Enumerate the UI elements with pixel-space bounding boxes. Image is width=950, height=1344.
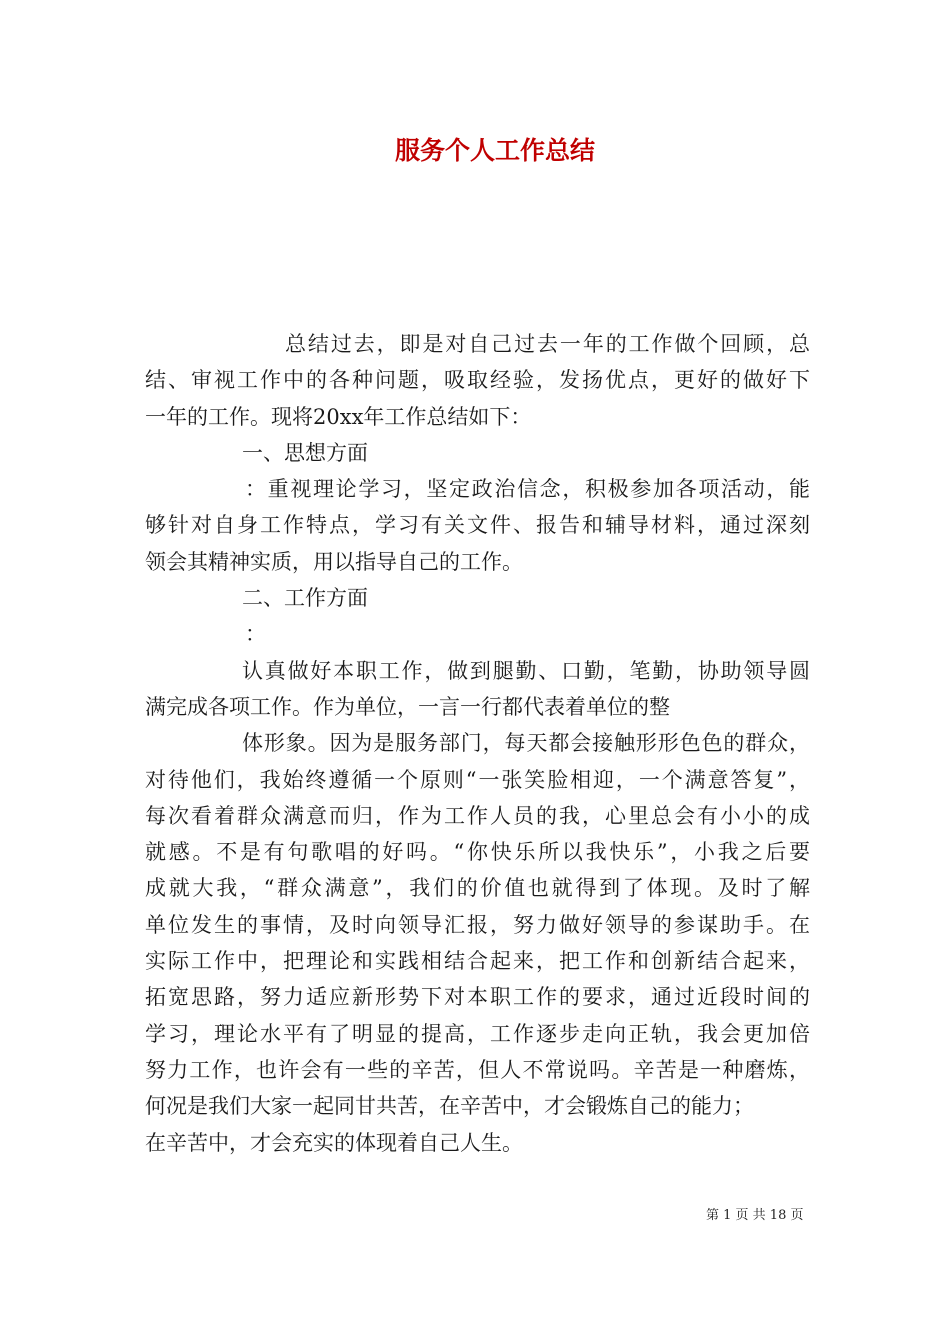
section2-colon: ： — [245, 622, 266, 647]
section2-p1-line-1: 认真做好本职工作，做到腿勤、口勤，笔勤，协助领导圆 — [242, 658, 810, 683]
section1-heading: 一、思想方面 — [242, 440, 368, 465]
section2-p2-line-3: 每次看着群众满意而归，作为工作人员的我，心里总会有小小的成 — [145, 803, 810, 828]
intro-line-2: 结、审视工作中的各种问题，吸取经验，发扬优点，更好的做好下 — [145, 368, 810, 393]
section1-line-3: 领会其精神实质，用以指导自己的工作。 — [145, 549, 523, 574]
section2-p2-line-6: 单位发生的事情，及时向领导汇报，努力做好领导的参谋助手。在 — [145, 912, 810, 937]
intro-line-3: 一年的工作。现将20xx年工作总结如下： — [145, 404, 532, 429]
page-number-footer: 第 1 页 共 18 页 — [706, 1208, 804, 1223]
section2-p2-line-12: 在辛苦中，才会充实的体现着自己人生。 — [145, 1130, 523, 1155]
document-body — [145, 326, 810, 1161]
section1-line-2: 够针对自身工作特点，学习有关文件、报告和辅导材料，通过深刻 — [145, 513, 810, 538]
section2-heading: 二、工作方面 — [242, 586, 368, 611]
section1-line-1: ：重视理论学习，坚定政治信念，积极参加各项活动，能 — [245, 477, 810, 502]
section2-p2-line-10: 努力工作，也许会有一些的辛苦，但人不常说吗。辛苦是一种磨炼， — [145, 1057, 810, 1082]
intro-line-1: 总结过去，即是对自己过去一年的工作做个回顾，总 — [285, 332, 810, 356]
section2-p2-line-8: 拓宽思路，努力适应新形势下对本职工作的要求，通过近段时间的 — [145, 985, 810, 1010]
section2-p1-line-2: 满完成各项工作。作为单位，一言一行都代表着单位的整 — [145, 694, 670, 719]
section2-p2-line-1: 体形象。因为是服务部门，每天都会接触形形色色的群众， — [242, 731, 810, 756]
section2-p2-line-9: 学习，理论水平有了明显的提高，工作逐步走向正轨，我会更加倍 — [145, 1021, 810, 1046]
section2-p2-line-5: 成就大我，“群众满意”，我们的价值也就得到了体现。及时了解 — [145, 876, 810, 901]
section2-p2-line-7: 实际工作中，把理论和实践相结合起来，把工作和创新结合起来， — [145, 949, 810, 974]
page-title: 服务个人工作总结 — [394, 136, 595, 165]
section2-p2-line-2: 对待他们，我始终遵循一个原则“一张笑脸相迎，一个满意答复”， — [145, 767, 810, 792]
section2-p2-line-11: 何况是我们大家一起同甘共苦，在辛苦中，才会锻炼自己的能力； — [145, 1094, 754, 1119]
section2-p2-line-4: 就感。不是有句歌唱的好吗。“你快乐所以我快乐”，小我之后要 — [145, 840, 810, 865]
